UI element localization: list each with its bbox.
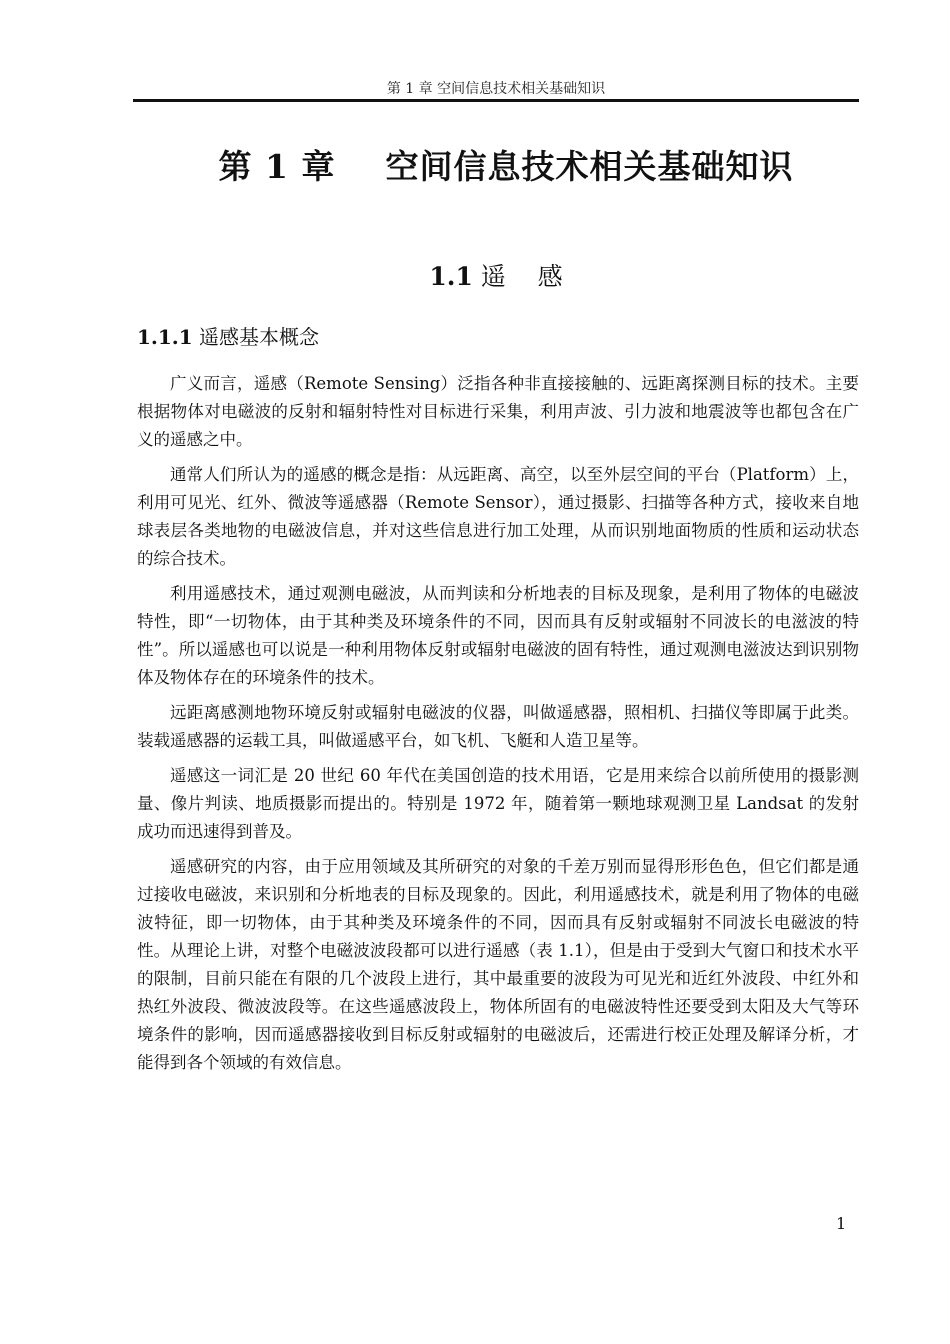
running-header: 第 1 章 空间信息技术相关基础知识 bbox=[386, 81, 606, 97]
section-title-text: 遥 感 bbox=[472, 262, 563, 291]
subsection-title bbox=[137, 321, 319, 350]
paragraph: 利用遥感技术，通过观测电磁波，从而判读和分析地表的目标及现象，是利用了物体的电磁波特性，即“一切物体，由于其种类及环境条件的不同，因而具有反射或辐射不同波长的电滋波的特性”。所以遥感也可以说是一种利用物体反射或辐射电磁波的固有特性，通过观测电滋波达到识别物体及物体存在的环境条件的技术。 bbox=[137, 584, 859, 687]
chapter-title: 第 1 章 空间信息技术相关基础知识 bbox=[218, 147, 794, 186]
body-text bbox=[137, 370, 859, 1084]
subsection-number: 1.1.1 bbox=[137, 325, 193, 349]
paragraph: 通常人们所认为的遥感的概念是指：从远距离、高空，以至外层空间的平台（Platform）上，利用可见光、红外、微波等遥感器（Remote Sensor），通过摄影、扫描等各种方式，接收来自地球表层各类地物的电磁波信息，并对这些信息进行加工处理，从而识别地面物质的性质和运动状态的综合技术。 bbox=[137, 465, 859, 568]
paragraph: 遥感这一词汇是 20 世纪 60 年代在美国创造的技术用语，它是用来综合以前所使用的摄影测量、像片判读、地质摄影而提出的。特别是 1972 年，随着第一颗地球观测卫星 Landsat 的发射成功而迅速得到普及。 bbox=[137, 766, 859, 841]
subsection-title-text: 遥感基本概念 bbox=[192, 325, 320, 349]
header-rule bbox=[133, 99, 859, 102]
paragraph: 遥感研究的内容，由于应用领域及其所研究的对象的千差万别而显得形形色色，但它们都是通过接收电磁波，来识别和分析地表的目标及现象的。因此，利用遥感技术，就是利用了物体的电磁波特征，即一切物体，由于其种类及环境条件的不同，因而具有反射或辐射不同波长电磁波的特性。从理论上讲，对整个电磁波波段都可以进行遥感（表 1.1），但是由于受到大气窗口和技术水平的限制，目前只能在有限的几个波段上进行，其中最重要的波段为可见光和近红外波段、中红外和热红外波段、微波波段等。在这些遥感波段上，物体所固有的电磁波特性还要受到太阳及大气等环境条件的影响，因而遥感器接收到目标反射或辐射的电磁波后，还需进行校正处理及解译分析，才能得到各个领域的有效信息。 bbox=[137, 857, 859, 1072]
section-number: 1.1 bbox=[429, 262, 473, 291]
section-title bbox=[133, 257, 859, 293]
page-number: 1 bbox=[836, 1214, 847, 1233]
paragraph: 广义而言，遥感（Remote Sensing）泛指各种非直接接触的、远距离探测目标的技术。主要根据物体对电磁波的反射和辐射特性对目标进行采集，利用声波、引力波和地震波等也都包含在广义的遥感之中。 bbox=[137, 374, 859, 449]
paragraph: 远距离感测地物环境反射或辐射电磁波的仪器，叫做遥感器，照相机、扫描仪等即属于此类。装载遥感器的运载工具，叫做遥感平台，如飞机、飞艇和人造卫星等。 bbox=[137, 703, 859, 750]
